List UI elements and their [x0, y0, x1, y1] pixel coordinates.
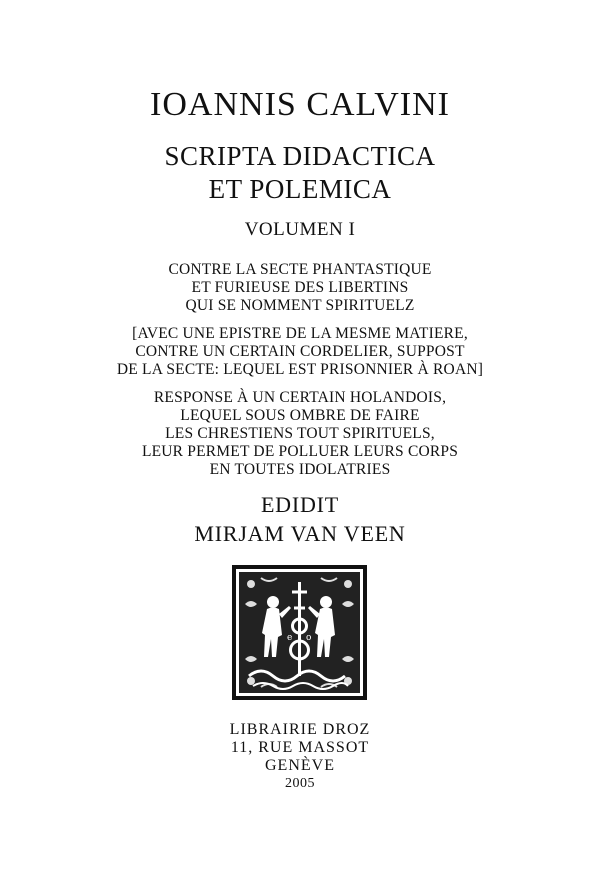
work3-line: RESPONSE À UN CERTAIN HOLANDOIS, — [153, 389, 447, 406]
svg-text:e: e — [287, 633, 293, 643]
work3-line: LES CHRESTIENS TOUT SPIRITUELS, — [165, 425, 435, 442]
work3-line: EN TOUTES IDOLATRIES — [209, 461, 391, 478]
work2-line: CONTRE UN CERTAIN CORDELIER, SUPPOST — [135, 343, 465, 360]
work3-line: LEUR PERMET DE POLLUER LEURS CORPS — [141, 443, 459, 460]
work2-line: DE LA SECTE: LEQUEL EST PRISONNIER À ROAN] — [116, 361, 484, 378]
publisher-address: 11, RUE MASSOT — [230, 739, 370, 756]
work1-line: ET FURIEUSE DES LIBERTINS — [191, 279, 409, 296]
work3-line: LEQUEL SOUS OMBRE DE FAIRE — [180, 407, 420, 424]
svg-text:o: o — [306, 633, 312, 643]
volume-number: VOLUMEN I — [244, 219, 356, 240]
work1-line: CONTRE LA SECTE PHANTASTIQUE — [168, 261, 432, 278]
printers-mark-icon — [231, 564, 368, 701]
publisher-city: GENÈVE — [265, 757, 335, 774]
publication-year: 2005 — [285, 776, 315, 791]
author-name: IOANNIS CALVINI — [150, 86, 450, 123]
editor-label: EDIDIT — [260, 492, 340, 517]
publisher-name: LIBRAIRIE DROZ — [229, 721, 371, 738]
editor-name: MIRJAM VAN VEEN — [194, 521, 406, 546]
title-line-2: ET POLEMICA — [208, 174, 392, 204]
work2-line: [AVEC UNE EPISTRE DE LA MESME MATIERE, — [132, 325, 468, 342]
work1-line: QUI SE NOMMENT SPIRITUELZ — [185, 297, 415, 314]
title-line-1: SCRIPTA DIDACTICA — [164, 141, 436, 171]
